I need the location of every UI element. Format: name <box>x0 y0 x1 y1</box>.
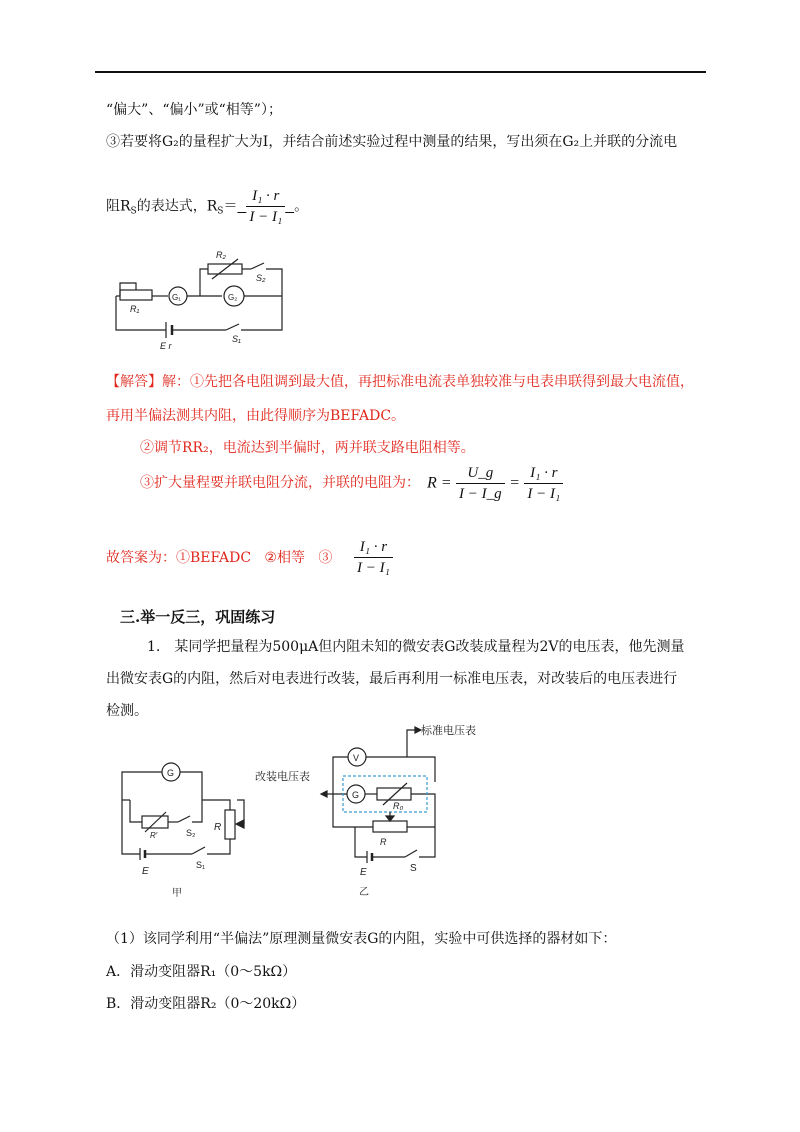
label-s2: S₂ <box>186 828 196 838</box>
rs-fraction: $\frac{\text{I₁ · r}}{\text{I − I₁}}$ <box>246 186 285 227</box>
circuit-diagram-1 <box>108 245 293 350</box>
label-r: R <box>214 822 222 833</box>
label-r1: R₁ <box>130 304 140 314</box>
final-fraction: $\frac{\text{I₁ · r}}{\text{I − I₁}}$ <box>354 537 393 578</box>
fragment-line: “偏大”、“偏小”或“相等”）； <box>106 102 282 118</box>
problem-1-line-2: 出微安表G的内阻，然后对电表进行改装，最后再利用一标准电压表，对改装后的电压表进行 <box>106 671 678 687</box>
label-rprime: R′ <box>150 831 158 840</box>
problem-1-line-1: 1. 某同学把量程为500μA但内阻未知的微安表G改装成量程为2V的电压表，他先测量 <box>147 639 685 655</box>
circuit-diagram-jia <box>112 762 257 902</box>
label-modified-voltmeter: 改装电压表 <box>255 771 310 783</box>
answer-line-2: 再用半偏法测其内阻，由此得顺序为BEFADC。 <box>106 408 406 424</box>
label-g1: G₁ <box>172 293 181 302</box>
label-s1: S₁ <box>232 334 241 344</box>
option-b: B．滑动变阻器R₂（0～20kΩ） <box>106 996 306 1012</box>
problem-1-line-3: 检测。 <box>106 703 148 719</box>
circuit-diagram-yi <box>255 717 485 900</box>
question-3-text: ③若要将G₂的量程扩大为I，并结合前述实验过程中测量的结果，写出须在G₂上并联的分流电 <box>106 134 678 150</box>
answer-formula: R = $\frac{U\_g}{I - I\_g}$ = $\frac{\text{I₁ · r}}{\text{I − I₁}}$ <box>427 463 563 504</box>
caption-yi: 乙 <box>359 887 369 898</box>
answer-line-4: ③扩大量程要并联电阻分流，并联的电阻为： <box>140 475 420 491</box>
label-er: E r <box>160 341 172 350</box>
answer-intro: 【解答】解：①先把各电阻调到最大值，再把标准电流表单独较准与电表串联得到最大电流值， <box>106 374 694 390</box>
label-r: R <box>380 837 387 847</box>
label-v: V <box>353 753 360 763</box>
caption-jia: 甲 <box>172 888 182 899</box>
label-e: E <box>142 866 149 877</box>
rs-expression: 阻$R_S$的表达式，$R_S=$ $\frac{\text{I₁ · r}}{\text{I − I₁}}$ 。 <box>106 188 309 225</box>
label-r0: R₀ <box>393 801 404 811</box>
final-answer: 故答案为：①BEFADC ②相等 ③ <box>106 550 333 566</box>
label-g2: G₂ <box>228 293 238 302</box>
q1-intro: （1）该同学利用“半偏法”原理测量微安表G的内阻，实验中可供选择的器材如下： <box>106 931 617 947</box>
label-standard-voltmeter: 标准电压表 <box>421 725 476 737</box>
section-title: 三.举一反三，巩固练习 <box>120 608 276 626</box>
label-s1: S₁ <box>196 860 206 870</box>
label-s: S <box>410 863 417 874</box>
label-g: G <box>167 768 175 778</box>
option-a: A．滑动变阻器R₁（0～5kΩ） <box>106 964 297 980</box>
label-r2: R₂ <box>216 250 226 260</box>
label-e: E <box>360 867 367 878</box>
header-rule <box>95 71 706 73</box>
label-g: G <box>352 790 360 800</box>
answer-line-3: ②调节RR₂，电流达到半偏时，两并联支路电阻相等。 <box>140 440 475 456</box>
label-s2: S₂ <box>256 273 266 283</box>
